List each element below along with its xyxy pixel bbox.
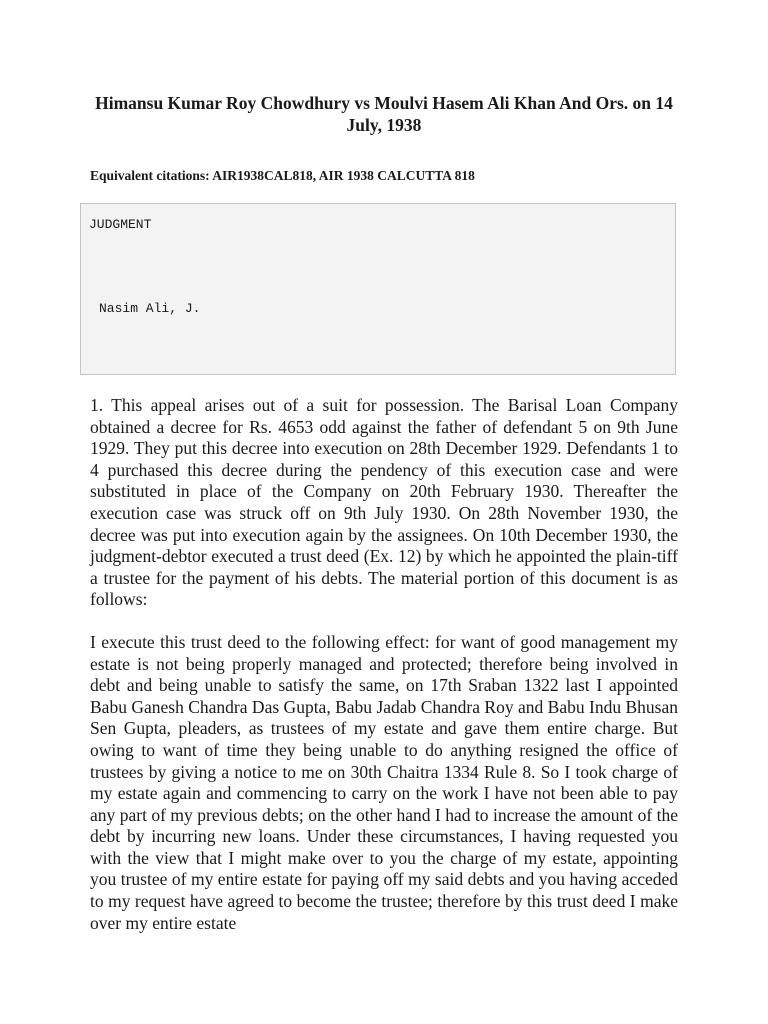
judgment-heading: JUDGMENT <box>89 217 152 232</box>
paragraph-1: 1. This appeal arises out of a suit for possession. The Barisal Loan Company obtained a decree for Rs. 4653 odd against the father of defendant 5 on 9th June 1929. They put this decree into execution on 28th December 1929. Defendants 1 to 4 purchased this decree during the pendency of this execution case and were substituted in place of the Company on 20th February 1930. Thereafter the execution case was struck off on 9th July 1930. On 28th November 1930, the decree was put into execution again by the assignees. On 10th December 1930, the judgment-debtor executed a trust deed (Ex. 12) by which he appointed the plain-tiff a trustee for the payment of his debts. The material portion of this document is as follows: <box>90 395 678 610</box>
paragraph-2: I execute this trust deed to the following effect: for want of good management my estate is not being properly managed and protected; therefore being involved in debt and being unable to satisfy the same, on 17th Sraban 1322 last I appointed Babu Ganesh Chandra Das Gupta, Babu Jadab Chandra Roy and Babu Indu Bhusan Sen Gupta, pleaders, as trustees of my estate and gave them entire charge. But owing to want of time they being unable to do anything resigned the office of trustees by giving a notice to me on 30th Chaitra 1334 Rule 8. So I took charge of my estate again and commencing to carry on the work I have not been able to pay any part of my previous debts; on the other hand I had to increase the amount of the debt by incurring new loans. Under these circumstances, I having requested you with the view that I might make over to you the charge of my estate, appointing you trustee of my entire estate for paying off my said debts and you having acceded to my request have agreed to become the trustee; therefore by this trust deed I make over my entire estate <box>90 631 678 933</box>
judgment-header-box <box>80 203 676 375</box>
document-page <box>90 0 678 934</box>
judge-name: Nasim Ali, J. <box>99 301 201 316</box>
equivalent-citations: Equivalent citations: AIR1938CAL818, AIR 1938 CALCUTTA 818 <box>90 168 475 183</box>
document-title: Himansu Kumar Roy Chowdhury vs Moulvi Hasem Ali Khan And Ors. on 14 July, 1938 <box>95 93 673 135</box>
